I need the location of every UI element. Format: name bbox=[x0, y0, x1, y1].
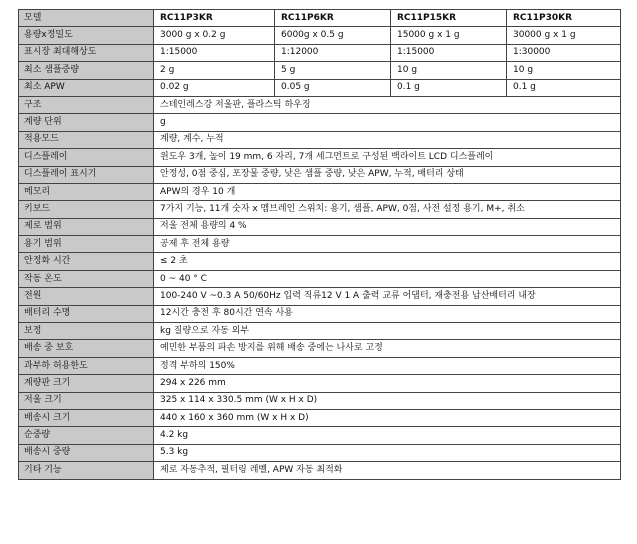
common-spec-row bbox=[19, 270, 621, 287]
common-spec-row bbox=[19, 288, 621, 305]
common-spec-row bbox=[19, 149, 621, 166]
common-spec-row bbox=[19, 236, 621, 253]
spec-value: 325 x 114 x 330.5 mm (W x H x D) bbox=[154, 392, 621, 409]
spec-label: 저울 크기 bbox=[19, 392, 154, 409]
spec-value: 0.1 g bbox=[507, 79, 621, 96]
spec-label: 전원 bbox=[19, 288, 154, 305]
spec-label: 안정화 시간 bbox=[19, 253, 154, 270]
spec-value: 10 g bbox=[507, 62, 621, 79]
model-name-1: RC11P3KR bbox=[154, 10, 275, 27]
spec-label: 최소 샘플중량 bbox=[19, 62, 154, 79]
spec-value: 계량, 계수, 누적 bbox=[154, 131, 621, 148]
common-spec-row bbox=[19, 462, 621, 479]
model-spec-row bbox=[19, 44, 621, 61]
common-spec-row bbox=[19, 201, 621, 218]
spec-value: ≤ 2 초 bbox=[154, 253, 621, 270]
spec-value: 공제 후 전체 용량 bbox=[154, 236, 621, 253]
common-spec-row bbox=[19, 114, 621, 131]
spec-value: 5 g bbox=[275, 62, 391, 79]
spec-value: 저울 전체 용량의 4 % bbox=[154, 218, 621, 235]
common-spec-row bbox=[19, 183, 621, 200]
spec-table-container bbox=[18, 9, 621, 480]
spec-label: 메모리 bbox=[19, 183, 154, 200]
common-spec-row bbox=[19, 253, 621, 270]
spec-value: 7가지 기능, 11개 숫자 x 멤브레인 스위치: 용기, 샘플, APW, 0점, 사전 설정 용기, M+, 취소 bbox=[154, 201, 621, 218]
spec-value: 1:15000 bbox=[391, 44, 507, 61]
common-spec-row bbox=[19, 375, 621, 392]
header-row bbox=[19, 10, 621, 27]
common-spec-row bbox=[19, 444, 621, 461]
common-spec-row bbox=[19, 166, 621, 183]
spec-value: 1:12000 bbox=[275, 44, 391, 61]
spec-label: 제로 범위 bbox=[19, 218, 154, 235]
model-spec-row bbox=[19, 79, 621, 96]
spec-label: 구조 bbox=[19, 96, 154, 113]
spec-value: 2 g bbox=[154, 62, 275, 79]
common-spec-row bbox=[19, 409, 621, 426]
common-spec-row bbox=[19, 392, 621, 409]
spec-label: 용기 범위 bbox=[19, 236, 154, 253]
spec-value: 정격 부하의 150% bbox=[154, 357, 621, 374]
common-spec-row bbox=[19, 96, 621, 113]
spec-value: 15000 g x 1 g bbox=[391, 27, 507, 44]
model-spec-row bbox=[19, 27, 621, 44]
spec-label: 키보드 bbox=[19, 201, 154, 218]
spec-value: 6000g x 0.5 g bbox=[275, 27, 391, 44]
spec-value: g bbox=[154, 114, 621, 131]
spec-value: 1:30000 bbox=[507, 44, 621, 61]
model-spec-row bbox=[19, 62, 621, 79]
spec-label: 과부하 허용한도 bbox=[19, 357, 154, 374]
common-spec-row bbox=[19, 131, 621, 148]
spec-value: 100-240 V ~0.3 A 50/60Hz 입력 직류12 V 1 A 출력 교류 어댑터, 재충전용 납산배터리 내장 bbox=[154, 288, 621, 305]
spec-value: 294 x 226 mm bbox=[154, 375, 621, 392]
spec-value: 5.3 kg bbox=[154, 444, 621, 461]
spec-label: 적용모드 bbox=[19, 131, 154, 148]
spec-label: 배터리 수명 bbox=[19, 305, 154, 322]
header-label: 모델 bbox=[19, 10, 154, 27]
spec-label: 표시장 최대해상도 bbox=[19, 44, 154, 61]
spec-value: 0 ~ 40 ° C bbox=[154, 270, 621, 287]
common-spec-row bbox=[19, 305, 621, 322]
spec-value: 안정성, 0점 중심, 포장물 중량, 낮은 샘플 중량, 낮은 APW, 누적, 배터리 상태 bbox=[154, 166, 621, 183]
spec-value: 0.1 g bbox=[391, 79, 507, 96]
spec-label: 디스플레이 bbox=[19, 149, 154, 166]
spec-label: 배송 중 보호 bbox=[19, 340, 154, 357]
spec-label: 배송시 크기 bbox=[19, 409, 154, 426]
common-spec-row bbox=[19, 427, 621, 444]
spec-value: 0.02 g bbox=[154, 79, 275, 96]
spec-value: 3000 g x 0.2 g bbox=[154, 27, 275, 44]
spec-value: 예민한 부품의 파손 방지를 위해 배송 중에는 나사로 고정 bbox=[154, 340, 621, 357]
spec-label: 디스플레이 표시기 bbox=[19, 166, 154, 183]
spec-value: 30000 g x 1 g bbox=[507, 27, 621, 44]
common-spec-row bbox=[19, 357, 621, 374]
spec-label: 최소 APW bbox=[19, 79, 154, 96]
spec-value: 제로 자동추적, 필터링 레벨, APW 자동 최적화 bbox=[154, 462, 621, 479]
spec-value: 1:15000 bbox=[154, 44, 275, 61]
spec-value: 0.05 g bbox=[275, 79, 391, 96]
spec-value: 12시간 충전 후 80시간 연속 사용 bbox=[154, 305, 621, 322]
spec-value: 윈도우 3개, 높이 19 mm, 6 자리, 7개 세그먼트로 구성된 백라이트 LCD 디스플레이 bbox=[154, 149, 621, 166]
spec-label: 배송시 중량 bbox=[19, 444, 154, 461]
spec-table-body bbox=[19, 10, 621, 480]
spec-value: kg 질량으로 자동 외부 bbox=[154, 323, 621, 340]
spec-value: 440 x 160 x 360 mm (W x H x D) bbox=[154, 409, 621, 426]
spec-value: 4.2 kg bbox=[154, 427, 621, 444]
common-spec-row bbox=[19, 340, 621, 357]
spec-value: APW의 경우 10 개 bbox=[154, 183, 621, 200]
model-name-4: RC11P30KR bbox=[507, 10, 621, 27]
spec-label: 보정 bbox=[19, 323, 154, 340]
spec-label: 작동 온도 bbox=[19, 270, 154, 287]
spec-table bbox=[18, 9, 621, 480]
spec-label: 순중량 bbox=[19, 427, 154, 444]
spec-value: 스테인레스강 저울판, 플라스틱 하우징 bbox=[154, 96, 621, 113]
model-name-3: RC11P15KR bbox=[391, 10, 507, 27]
spec-label: 기타 기능 bbox=[19, 462, 154, 479]
spec-value: 10 g bbox=[391, 62, 507, 79]
spec-label: 계량 단위 bbox=[19, 114, 154, 131]
common-spec-row bbox=[19, 218, 621, 235]
spec-label: 용량x정밀도 bbox=[19, 27, 154, 44]
common-spec-row bbox=[19, 323, 621, 340]
model-name-2: RC11P6KR bbox=[275, 10, 391, 27]
spec-label: 계량판 크기 bbox=[19, 375, 154, 392]
